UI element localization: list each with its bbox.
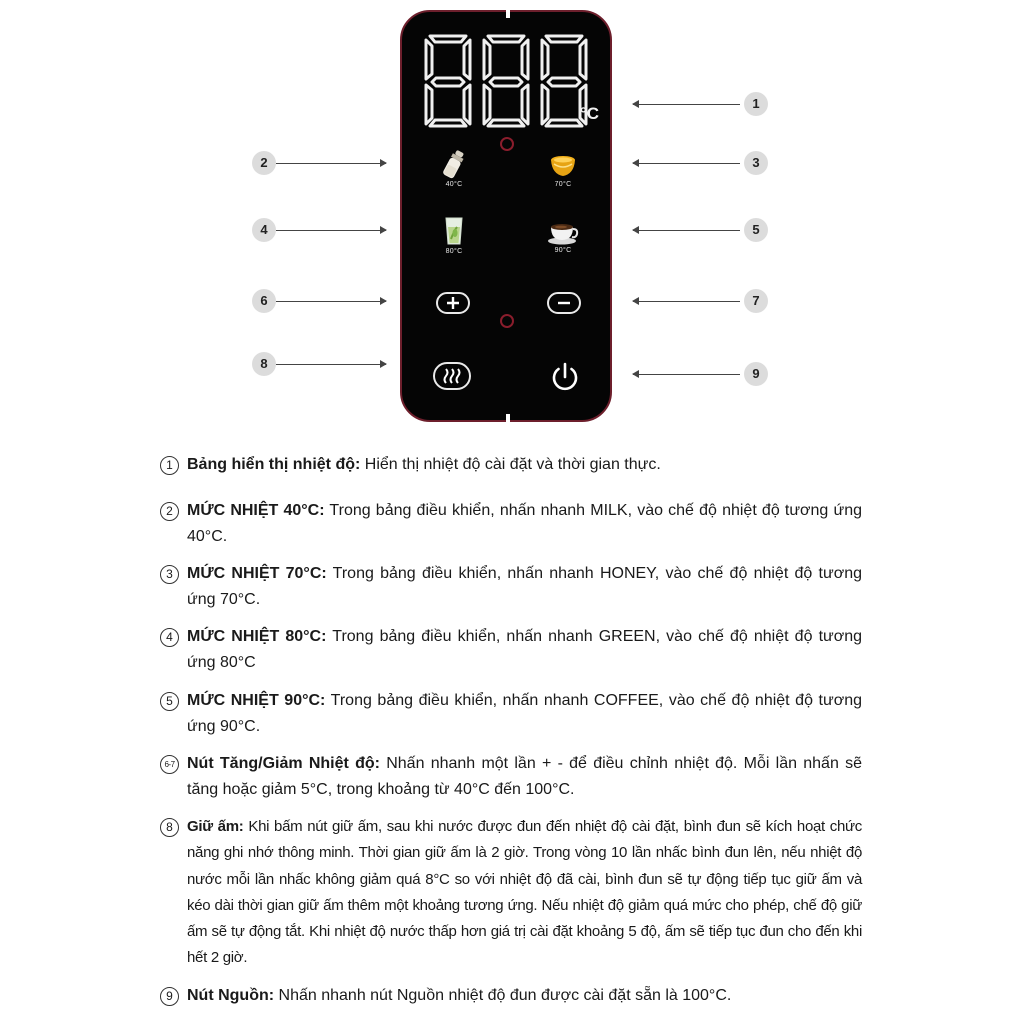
green-tea-glass-icon <box>442 215 466 247</box>
callout-4: 4 <box>252 218 276 242</box>
description-item-8 <box>160 814 862 972</box>
description-item-1 <box>160 452 862 478</box>
description-item-2 <box>160 498 862 550</box>
item-number-2: 2 <box>160 502 179 521</box>
item-text: Trong bảng điều khiển, nhấn nhanh COFFEE, vào chế độ nhiệt độ tương ứng 90°C. <box>187 692 862 735</box>
callout-7: 7 <box>744 289 768 313</box>
display-digit-1 <box>426 36 470 126</box>
item-text: Trong bảng điều khiển, nhấn nhanh GREEN, vào chế độ nhiệt độ tương ứng 80°C <box>187 628 863 671</box>
item-title: MỨC NHIỆT 90°C: <box>187 692 326 709</box>
callout-5: 5 <box>744 218 768 242</box>
item-text: Trong bảng điều khiển, nhấn nhanh HONEY, vào chế độ nhiệt độ tương ứng 70°C. <box>187 565 863 608</box>
item-number-4: 4 <box>160 628 179 647</box>
top-sensor-indicator <box>500 137 514 151</box>
description-item-9 <box>160 983 862 1009</box>
item-number-9: 9 <box>160 987 179 1006</box>
callout-5-arrow <box>633 230 740 231</box>
honey-mode-button[interactable] <box>540 152 586 188</box>
bottom-sensor-indicator <box>500 314 514 328</box>
coffee-mode-temp: 90°C <box>554 247 572 254</box>
callout-8-arrow <box>276 364 386 365</box>
item-text: Nhấn nhanh nút Nguồn nhiệt độ đun được cài đặt sẵn là 100°C. <box>274 987 732 1004</box>
honey-bowl-icon <box>548 152 578 180</box>
description-item-4 <box>160 624 862 676</box>
description-item-3 <box>160 561 862 613</box>
callout-1-arrow <box>633 104 740 105</box>
panel-notch-top <box>506 10 510 18</box>
display-unit: °C <box>580 104 600 123</box>
control-panel <box>400 10 612 422</box>
callout-8: 8 <box>252 352 276 376</box>
minus-icon <box>556 295 572 311</box>
item-number-5: 5 <box>160 692 179 711</box>
item-title: Nút Tăng/Giảm Nhiệt độ: <box>187 755 380 772</box>
callout-7-arrow <box>633 301 740 302</box>
coffee-cup-icon <box>546 220 580 246</box>
milk-bottle-icon <box>441 148 467 180</box>
panel-notch-bottom <box>506 414 510 422</box>
milk-mode-temp: 40°C <box>445 181 463 188</box>
item-title: MỨC NHIỆT 80°C: <box>187 628 327 645</box>
callout-3: 3 <box>744 151 768 175</box>
decrease-temp-button[interactable] <box>547 292 581 314</box>
callout-3-arrow <box>633 163 740 164</box>
power-icon <box>548 360 582 394</box>
item-title: Bảng hiển thị nhiệt độ: <box>187 456 361 473</box>
increase-temp-button[interactable] <box>436 292 470 314</box>
item-text: Khi bấm nút giữ ấm, sau khi nước được đun đến nhiệt độ cài đặt, bình đun sẽ kích hoạt chức năng ghi nhớ thông minh. Thời gian giữ ấm là 2 giờ. Trong vòng 10 lần nhấc bình đun lên, nếu nhiệt độ nước mỗi lần nhấc không giảm quá 8°C so với nhiệt độ đã cài, bình đun sẽ tự động tiếp tục giữ ấm và kéo dài thời gian giữ ấm thêm một khoảng tương ứng. Nếu nhiệt độ giảm quá mức cho phép, chế độ giữ ấm sẽ tự động tắt. Khi nhiệt độ nước thấp hơn giá trị cài đặt khoảng 5 độ, ấm sẽ tiếp tục đun cho đến khi hết 2 giờ. <box>187 818 862 967</box>
callout-9: 9 <box>744 362 768 386</box>
item-title: MỨC NHIỆT 40°C: <box>187 502 325 519</box>
item-text: Trong bảng điều khiển, nhấn nhanh MILK, vào chế độ nhiệt độ tương ứng 40°C. <box>187 502 862 545</box>
callout-9-arrow <box>633 374 740 375</box>
item-number-8: 8 <box>160 818 179 837</box>
callout-6: 6 <box>252 289 276 313</box>
coffee-mode-button[interactable] <box>540 220 586 254</box>
honey-mode-temp: 70°C <box>554 181 572 188</box>
item-text: Nhấn nhanh một lần + - để điều chỉnh nhiệt độ. Mỗi lần nhấn sẽ tăng hoặc giảm 5°C, trong khoảng từ 40°C đến 100°C. <box>187 755 863 798</box>
item-title: Nút Nguồn: <box>187 987 275 1004</box>
callout-1: 1 <box>744 92 768 116</box>
plus-icon <box>445 295 461 311</box>
keep-warm-icon <box>435 364 469 388</box>
item-number-6-7: 6-7 <box>160 755 179 774</box>
callout-2-arrow <box>276 163 386 164</box>
power-button[interactable] <box>548 360 582 394</box>
green-tea-mode-temp: 80°C <box>445 248 463 255</box>
milk-mode-button[interactable] <box>431 148 477 188</box>
callout-6-arrow <box>276 301 386 302</box>
item-number-1: 1 <box>160 456 179 475</box>
display-digit-2 <box>484 36 528 126</box>
description-item-6-7 <box>160 751 862 803</box>
green-tea-mode-button[interactable] <box>431 215 477 255</box>
item-title: Giữ ấm: <box>187 818 244 835</box>
item-number-3: 3 <box>160 565 179 584</box>
callout-4-arrow <box>276 230 386 231</box>
callout-2: 2 <box>252 151 276 175</box>
keep-warm-button[interactable] <box>433 362 471 390</box>
item-text: Hiển thị nhiệt độ cài đặt và thời gian thực. <box>360 456 661 473</box>
temperature-display <box>418 28 598 140</box>
item-title: MỨC NHIỆT 70°C: <box>187 565 327 582</box>
description-item-5 <box>160 688 862 740</box>
